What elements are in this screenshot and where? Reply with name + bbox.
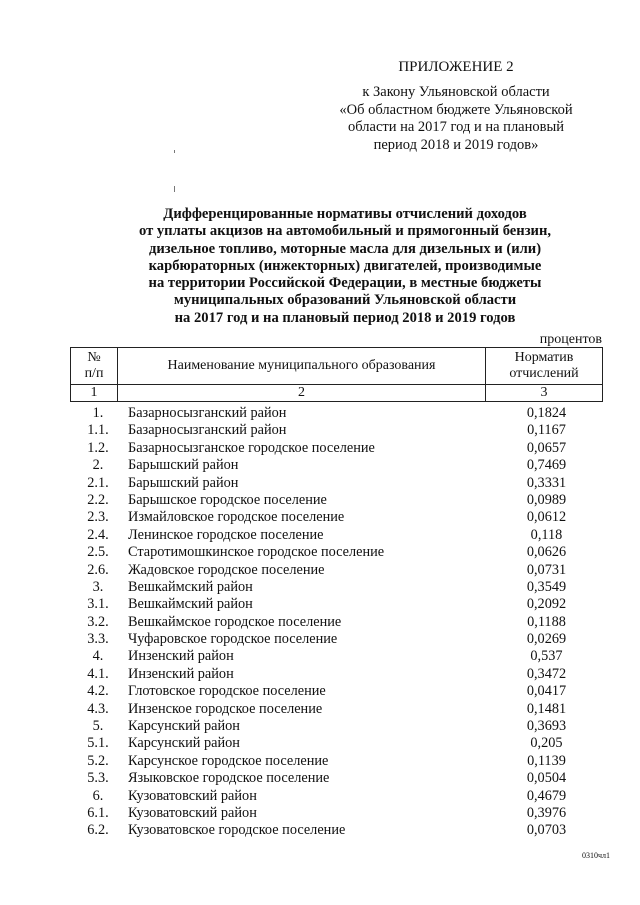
row-name: Кузоватовское городское поселение xyxy=(128,822,346,839)
appendix-subtitle-line: к Закону Ульяновской области xyxy=(362,84,550,100)
header-num-line: п/п xyxy=(84,366,104,381)
row-number: 5.2. xyxy=(87,752,109,769)
appendix-title: ПРИЛОЖЕНИЕ 2 xyxy=(398,59,514,75)
row-name: Вешкаймское городское поселение xyxy=(128,613,342,630)
row-value: 0,0657 xyxy=(526,439,567,456)
row-name: Вешкаймский район xyxy=(128,596,253,613)
row-number: 6.2. xyxy=(87,822,109,839)
table-row xyxy=(70,718,603,735)
table-row xyxy=(70,527,603,544)
row-value: 0,1481 xyxy=(526,700,567,717)
row-value: 0,4679 xyxy=(526,787,567,804)
row-number: 1.1. xyxy=(87,422,109,439)
row-number: 2.2. xyxy=(87,491,109,508)
appendix-subtitle xyxy=(300,84,612,154)
column-number: 3 xyxy=(486,385,603,402)
row-value: 0,3472 xyxy=(526,665,567,682)
table-row xyxy=(70,596,603,613)
column-number: 2 xyxy=(118,385,486,402)
row-value: 0,0417 xyxy=(526,683,567,700)
table-row xyxy=(70,405,603,422)
row-number: 2.6. xyxy=(87,561,109,578)
row-value: 0,0626 xyxy=(526,544,567,561)
row-number: 1. xyxy=(92,405,104,421)
row-name: Глотовское городское поселение xyxy=(128,683,326,700)
table-row xyxy=(70,579,603,596)
row-number: 2.5. xyxy=(87,544,109,561)
appendix-subtitle-line: период 2018 и 2019 годов» xyxy=(373,136,539,153)
table-row xyxy=(70,666,603,683)
row-name: Инзенский район xyxy=(128,665,234,682)
appendix-subtitle-line: области на 2017 год и на плановый xyxy=(348,119,564,135)
table-row xyxy=(70,544,603,561)
document-title-line: от уплаты акцизов на автомобильный и прямогонный бензин, xyxy=(138,223,552,240)
document-title-line: Дифференцированные нормативы отчислений доходов xyxy=(163,206,527,222)
row-value: 0,0731 xyxy=(526,561,567,578)
column-number: 1 xyxy=(71,385,118,402)
table-row xyxy=(70,631,603,648)
document-title-line: на 2017 год и на плановый период 2018 и 2019 годов xyxy=(174,309,516,326)
row-name: Языковское городское поселение xyxy=(128,770,330,787)
document-title-line: карбюраторных (инжекторных) двигателей, производимые xyxy=(148,257,542,274)
units-label: процентов xyxy=(539,332,602,347)
table-row xyxy=(70,492,603,509)
row-name: Базарносызганское городское поселение xyxy=(128,439,375,456)
row-number: 3.2. xyxy=(87,613,109,630)
row-name: Старотимошкинское городское поселение xyxy=(128,544,385,561)
table-row xyxy=(70,648,603,665)
row-value: 0,1167 xyxy=(527,422,566,439)
row-value: 0,537 xyxy=(530,648,563,665)
row-name: Инзенское городское поселение xyxy=(128,700,323,717)
document-title-line: дизельное топливо, моторные масла для дизельных и (или) xyxy=(148,240,542,257)
table-row xyxy=(70,701,603,718)
header-value-line: Норматив xyxy=(514,350,574,365)
row-number: 4.1. xyxy=(87,665,109,682)
row-number: 4.2. xyxy=(87,683,109,700)
row-name: Инзенский район xyxy=(128,648,234,665)
row-value: 0,1188 xyxy=(527,613,566,630)
table-row xyxy=(70,770,603,787)
table-row xyxy=(70,562,603,579)
row-name: Базарносызганский район xyxy=(128,405,287,421)
row-value: 0,7469 xyxy=(526,457,567,474)
footer-code: 0310чл1 xyxy=(582,851,611,860)
header-num xyxy=(71,348,118,385)
row-number: 2. xyxy=(92,457,104,474)
row-value: 0,0703 xyxy=(526,822,567,839)
row-number: 3. xyxy=(92,578,104,595)
row-number: 2.3. xyxy=(87,509,109,526)
document-title-line: муниципальных образований Ульяновской области xyxy=(173,292,517,309)
row-number: 3.1. xyxy=(87,596,109,613)
row-value: 0,1824 xyxy=(526,405,567,421)
document-title xyxy=(95,206,595,327)
table-row xyxy=(70,440,603,457)
table-row xyxy=(70,509,603,526)
table-body xyxy=(70,405,603,840)
row-value: 0,0269 xyxy=(526,631,567,648)
row-name: Карсунский район xyxy=(128,735,240,752)
row-number: 2.4. xyxy=(87,526,109,543)
row-value: 0,0989 xyxy=(526,491,567,508)
row-name: Ленинское городское поселение xyxy=(128,526,324,543)
row-number: 5.1. xyxy=(87,735,109,752)
table-row xyxy=(70,753,603,770)
row-number: 4.3. xyxy=(87,700,109,717)
table-header xyxy=(70,347,603,402)
row-name: Барышский район xyxy=(128,457,239,474)
table-row xyxy=(70,822,603,839)
row-value: 0,3693 xyxy=(526,718,567,735)
row-number: 2.1. xyxy=(87,474,109,491)
row-name: Базарносызганский район xyxy=(128,422,287,439)
row-name: Барышское городское поселение xyxy=(128,491,327,508)
row-number: 3.3. xyxy=(87,631,109,648)
table-row xyxy=(70,614,603,631)
row-name: Барышский район xyxy=(128,474,239,491)
table-row xyxy=(70,788,603,805)
row-name: Карсунское городское поселение xyxy=(128,752,329,769)
row-value: 0,3549 xyxy=(526,578,567,595)
header-num-line: № xyxy=(87,350,101,365)
row-value: 0,205 xyxy=(530,735,563,752)
row-name: Кузоватовский район xyxy=(128,804,257,821)
row-name: Кузоватовский район xyxy=(128,787,257,804)
row-number: 1.2. xyxy=(87,439,109,456)
table-row xyxy=(70,457,603,474)
row-name: Карсунский район xyxy=(128,718,240,735)
row-name: Жадовское городское поселение xyxy=(128,561,325,578)
row-value: 0,0504 xyxy=(526,770,567,787)
row-value: 0,3976 xyxy=(526,804,567,821)
appendix-subtitle-line: «Об областном бюджете Ульяновской xyxy=(339,101,573,118)
row-name: Чуфаровское городское поселение xyxy=(128,631,338,648)
row-number: 4. xyxy=(92,648,104,665)
row-name: Вешкаймский район xyxy=(128,578,253,595)
row-value: 0,0612 xyxy=(526,509,567,526)
row-value: 0,118 xyxy=(530,526,563,543)
row-number: 6.1. xyxy=(87,804,109,821)
row-value: 0,2092 xyxy=(526,596,567,613)
table-row xyxy=(70,475,603,492)
header-value xyxy=(486,348,603,385)
row-number: 5.3. xyxy=(87,770,109,787)
table-row xyxy=(70,683,603,700)
table-row xyxy=(70,805,603,822)
row-value: 0,1139 xyxy=(527,752,566,769)
header-name: Наименование муниципального образования xyxy=(118,348,486,385)
table-row xyxy=(70,422,603,439)
row-number: 5. xyxy=(92,718,104,735)
row-number: 6. xyxy=(92,787,104,804)
row-value: 0,3331 xyxy=(526,474,567,491)
header-value-line: отчислений xyxy=(509,366,579,381)
document-title-line: на территории Российской Федерации, в местные бюджеты xyxy=(148,275,542,292)
row-name: Измайловское городское поселение xyxy=(128,509,345,526)
table-row xyxy=(70,735,603,752)
